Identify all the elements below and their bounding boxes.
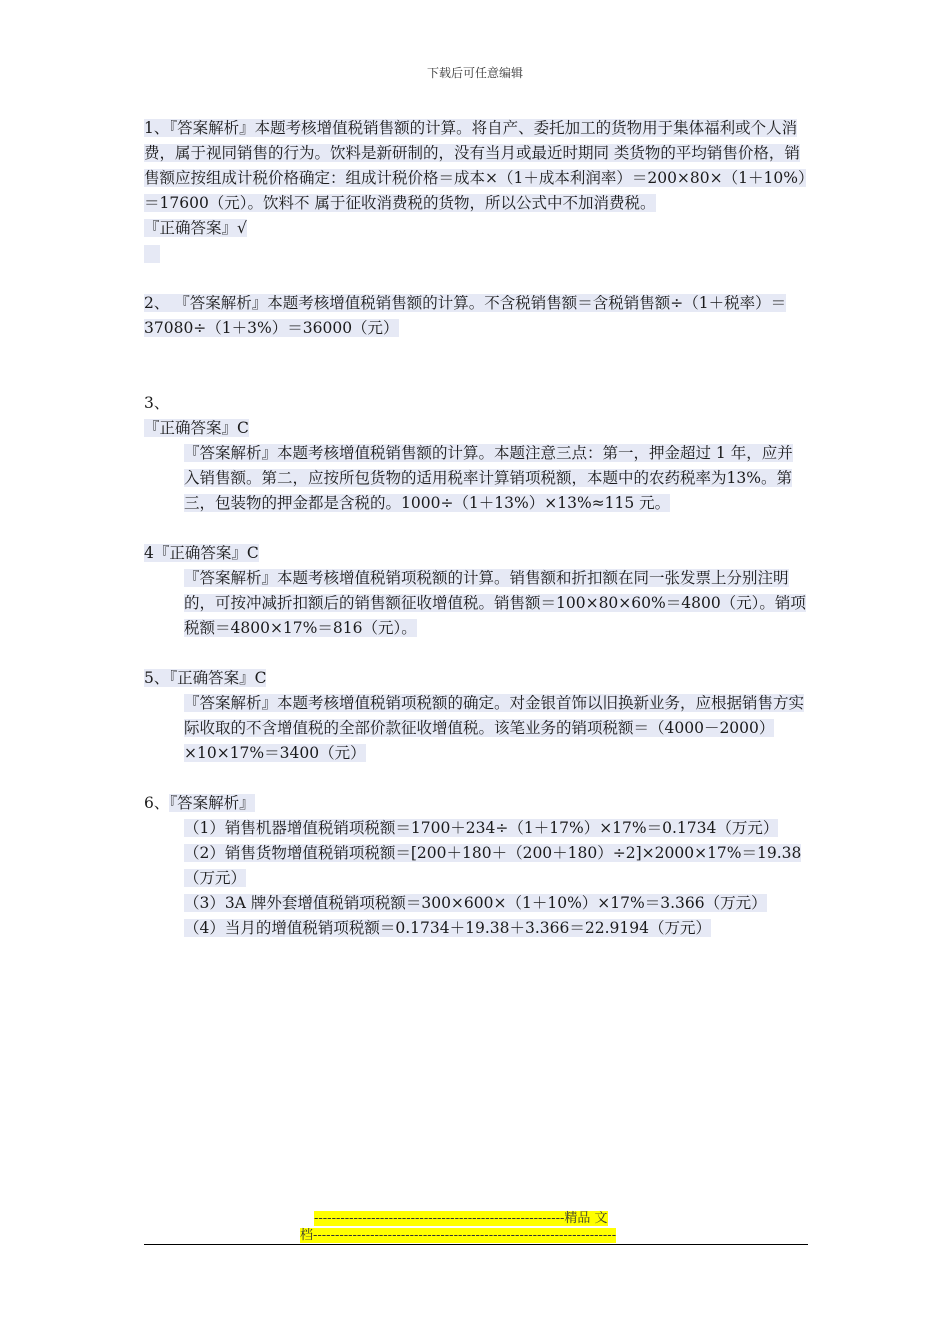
q3-number: 3、 — [144, 394, 170, 412]
blank-line — [144, 241, 808, 266]
footer-line-2: 档--------------------------------------------------------------------- — [300, 1228, 617, 1243]
footer-rule — [144, 1244, 808, 1245]
q6-heading — [144, 791, 808, 816]
page-header: 下载后可任意编辑 — [426, 66, 523, 80]
q6-line-1: （1）销售机器增值税销项税额＝1700＋234÷（1＋17%）×17%＝0.1734（万元） — [184, 819, 779, 837]
spacer — [144, 266, 808, 291]
q5-explanation: 『答案解析』本题考核增值税销项税额的确定。对金银首饰以旧换新业务，应根据销售方实际收取的不含增值税的全部价款征收增值税。该笔业务的销项税额＝（4000－2000）×10×17%＝3400（元） — [184, 694, 805, 762]
q6-line-3: （3）3A 牌外套增值税销项税额＝300×600×（1＋10%）×17%＝3.366（万元） — [184, 894, 767, 912]
footer-line-1: ---------------------------------------------------------精品 文 — [314, 1211, 608, 1226]
page-footer — [300, 1210, 650, 1244]
q5-answer: 5、『正确答案』C — [144, 669, 267, 687]
blank-marker — [144, 245, 160, 263]
q6-label: 『答案解析』 — [169, 794, 255, 812]
spacer — [144, 766, 808, 791]
q3-explanation: 『答案解析』本题考核增值税销售额的计算。本题注意三点：第一，押金超过 1 年，应并入销售额。第二，应按所包货物的适用税率计算销项税额，本题中的农药税率为13%。第三，包装物的押金都是含税的。1000÷（1＋13%）×13%≈115 元。 — [184, 444, 793, 512]
q6-number: 6、 — [144, 794, 170, 812]
spacer — [144, 641, 808, 666]
spacer — [144, 341, 808, 366]
spacer — [144, 366, 808, 391]
q6-line-2: （2）销售货物增值税销项税额＝[200＋180＋（200＋180）÷2]×2000×17%＝19.38（万元） — [184, 844, 802, 887]
q1-explanation: 1、『答案解析』本题考核增值税销售额的计算。将自产、委托加工的货物用于集体福利或个人消费，属于视同销售的行为。饮料是新研制的，没有当月或最近时期同 类货物的平均销售价格，销售额应按组成计税价格确定：组成计税价格＝成本×（1＋成本利润率）＝200×80×（1＋10%）＝17600（元）。饮料不 属于征收消费税的货物，所以公式中不加消费税。 — [144, 119, 806, 212]
answer-content — [144, 116, 808, 941]
q6-line-4: （4）当月的增值税销项税额＝0.1734＋19.38＋3.366＝22.9194（万元） — [184, 919, 711, 937]
q1-answer: 『正确答案』√ — [144, 219, 247, 237]
q4-explanation: 『答案解析』本题考核增值税销项税额的计算。销售额和折扣额在同一张发票上分别注明的，可按冲减折扣额后的销售额征收增值税。销售额＝100×80×60%＝4800（元）。销项税额＝4800×17%＝816（元）。 — [184, 569, 806, 637]
spacer — [144, 516, 808, 541]
q3-answer: 『正确答案』C — [144, 419, 249, 437]
q4-answer: 4『正确答案』C — [144, 544, 259, 562]
q2-explanation: 2、 『答案解析』本题考核增值税销售额的计算。不含税销售额＝含税销售额÷（1＋税率）＝37080÷（1＋3%）＝36000（元） — [144, 294, 787, 337]
